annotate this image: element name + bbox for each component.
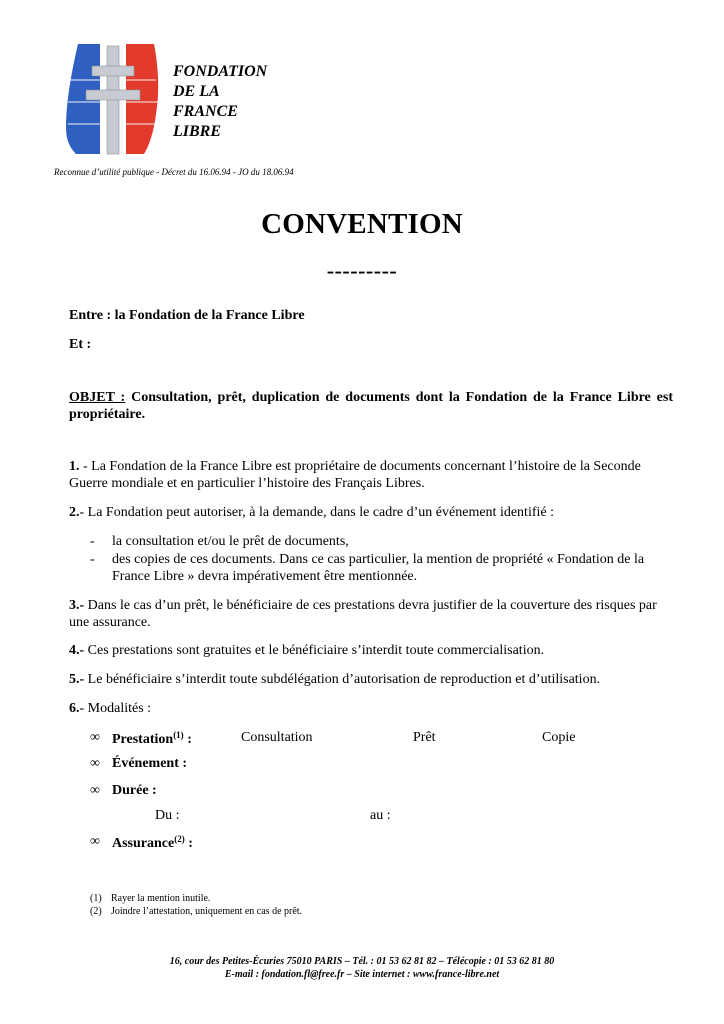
article-text: - La Fondation de la France Libre est propriétaire de documents concernant l’histoire de la Seconde Guerre mondiale et en particulier l’histoire des Français Libres.: [69, 459, 641, 491]
article-6: [69, 700, 673, 717]
party-et: Et :: [69, 337, 92, 352]
footer-contact: E-mail : fondation.fl@free.fr – Site internet : www.france-libre.net: [224, 969, 500, 980]
infinity-bullet-icon: ∞: [90, 730, 100, 745]
document-title: CONVENTION: [261, 208, 463, 240]
option-pret: Prêt: [413, 730, 436, 745]
assurance-label-text: Assurance: [112, 836, 175, 851]
infinity-bullet-icon: ∞: [90, 834, 100, 849]
assurance-colon: :: [184, 836, 193, 851]
prestation-colon: :: [183, 732, 192, 747]
org-name-line: FONDATION: [173, 63, 268, 80]
option-copie: Copie: [542, 730, 576, 745]
article-number: 6.: [69, 701, 80, 716]
title-rule: ---------: [326, 258, 398, 283]
article-text: - La Fondation peut autoriser, à la demande, dans le cadre d’un événement identifié :: [79, 505, 554, 520]
prestation-label: [112, 730, 192, 748]
objet-label: OBJET :: [69, 390, 126, 405]
list-dash: -: [90, 534, 95, 549]
recognition-note: Reconnue d’utilité publique - Décret du 16.06.94 - JO du 18.06.94: [54, 167, 294, 177]
org-name-line: DE LA: [173, 83, 220, 100]
article-number: 3.-: [69, 598, 85, 613]
duree-label: Durée :: [112, 783, 157, 798]
footnote-ref: (2): [174, 834, 185, 844]
list-dash: -: [90, 552, 95, 567]
organization-name: [173, 62, 267, 142]
evenement-label: Événement :: [112, 756, 188, 771]
org-name-line: FRANCE: [173, 103, 238, 120]
list-item-text: des copies de ces documents. Dans ce cas particulier, la mention de propriété « Fondation de la France Libre » devra impérativement être mentionnée.: [112, 552, 645, 584]
article-5: [69, 671, 673, 688]
article-text: Le bénéficiaire s’interdit toute subdélégation d’autorisation de reproduction et d’utilisation.: [84, 672, 601, 687]
list-item: [90, 533, 674, 550]
infinity-bullet-icon: ∞: [90, 783, 100, 798]
party-entre: Entre : la Fondation de la France Libre: [69, 308, 305, 323]
article-number: 2.: [69, 505, 80, 520]
article-3: [69, 597, 673, 631]
infinity-bullet-icon: ∞: [90, 756, 100, 771]
article-number: 4.-: [69, 643, 85, 658]
assurance-label: [112, 834, 193, 852]
prestation-label-text: Prestation: [112, 732, 174, 747]
footer-address: 16, cour des Petites-Écuries 75010 PARIS – Tél. : 01 53 62 81 82 – Télécopie : 01 53 62 81 80: [169, 956, 555, 967]
duree-du: Du :: [155, 808, 180, 823]
article-1: [69, 458, 673, 492]
article-number: 5.-: [69, 672, 85, 687]
article-number: 1.: [69, 459, 80, 474]
fondation-logo: [64, 40, 160, 158]
footnote: [90, 892, 210, 905]
objet-text: Consultation, prêt, duplication de documents dont la Fondation de la France Libre est propriétaire.: [69, 390, 673, 422]
org-name-line: LIBRE: [173, 123, 222, 140]
footnote: [90, 905, 302, 918]
option-consultation: Consultation: [241, 730, 313, 745]
duree-au: au :: [370, 808, 391, 823]
footnote-ref: (1): [173, 730, 184, 740]
article-text: Ces prestations sont gratuites et le bénéficiaire s’interdit toute commercialisation.: [84, 643, 545, 658]
article-text: Dans le cas d’un prêt, le bénéficiaire de ces prestations devra justifier de la couverture des risques par une assurance.: [69, 598, 657, 630]
article-2: [69, 504, 673, 521]
footnote-number: (2): [90, 906, 102, 917]
footnote-number: (1): [90, 893, 102, 904]
objet-paragraph: [69, 389, 673, 423]
list-item: [90, 551, 674, 585]
footnote-text: Joindre l’attestation, uniquement en cas de prêt.: [111, 906, 303, 917]
article-text: - Modalités :: [79, 701, 152, 716]
footnote-text: Rayer la mention inutile.: [111, 893, 211, 904]
article-4: [69, 642, 673, 659]
list-item-text: la consultation et/ou le prêt de documents,: [112, 534, 349, 549]
